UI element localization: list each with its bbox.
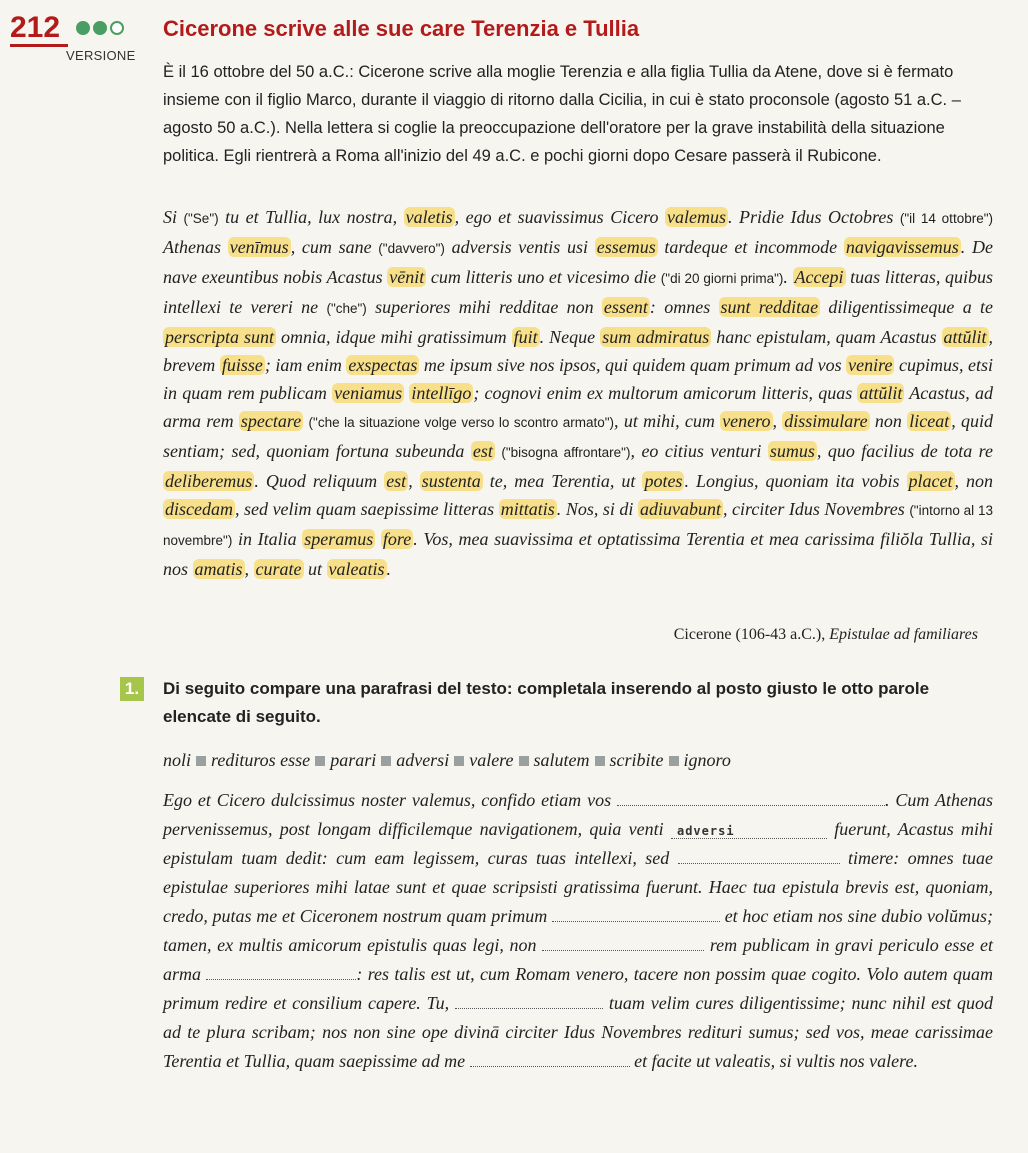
highlighted-verb: curate: [255, 559, 302, 579]
word-bank-item: valere: [469, 750, 514, 770]
paraphrase-text: [163, 786, 993, 1076]
gloss: ("Se"): [183, 211, 219, 226]
latin-segment: .: [386, 559, 392, 579]
latin-segment: Acastus, ad arma rem: [163, 383, 993, 431]
latin-segment: Athenas: [163, 237, 228, 257]
word-separator-icon: [669, 756, 679, 766]
paraphrase-segment: fuerunt, Acastus mihi epistulam tuam dedit: cum eam legissem, curas tuas intellexi, sed: [163, 819, 994, 868]
paraphrase-segment: tuam velim cures diligentissime; nunc nihil est quod ad te plura scribam; nos non sine ope divinā circiter Idus Novembres redituri sumus; sed vos, meae carissimae Terentia et Tullia, quam saepissime ad me: [163, 993, 994, 1071]
latin-segment: , quo facilius de tota re: [816, 441, 994, 461]
answer-blank-5[interactable]: [542, 934, 704, 951]
word-bank-item: scribite: [609, 750, 664, 770]
highlighted-verb: essent: [603, 297, 648, 317]
latin-segment: . De nave exeuntibus nobis Acastus: [163, 237, 993, 287]
highlighted-verb: sustenta: [421, 471, 481, 491]
highlighted-verb: venero: [722, 411, 771, 431]
highlighted-verb: sumus: [769, 441, 815, 461]
latin-segment: superiores mihi redditae non: [366, 297, 602, 317]
latin-segment: .: [783, 267, 793, 287]
word-bank-item: adversi: [396, 750, 450, 770]
difficulty-dot-filled: [93, 21, 107, 35]
attribution-work: Epistulae ad familiares: [829, 626, 978, 643]
latin-segment: , sed velim quam saepissime litteras: [234, 499, 499, 519]
highlighted-verb: venīmus: [229, 237, 289, 257]
word-bank-item: salutem: [533, 750, 590, 770]
difficulty-indicator: [76, 21, 124, 35]
highlighted-verb: valemus: [667, 207, 727, 227]
highlighted-verb: discedam: [165, 499, 233, 519]
highlighted-verb: attŭlit: [943, 327, 987, 347]
attribution-author: Cicerone (106-43 a.C.),: [673, 626, 826, 643]
word-bank-item: noli: [163, 750, 192, 770]
answer-blank-1[interactable]: [617, 789, 885, 806]
latin-segment: . Neque: [539, 327, 601, 347]
word-separator-icon: [315, 756, 325, 766]
source-attribution: [674, 626, 978, 644]
gloss: ("di 20 giorni prima"): [660, 271, 784, 286]
highlighted-verb: fuit: [513, 327, 538, 347]
answer-blank-3[interactable]: [678, 847, 840, 864]
gloss: ("bisogna affrontare"): [501, 445, 631, 460]
word-separator-icon: [595, 756, 605, 766]
latin-segment: , eo citius venturi: [630, 441, 768, 461]
paraphrase-segment: rem publicam in gravi periculo esse et arma: [163, 935, 994, 984]
difficulty-dot-filled: [76, 21, 90, 35]
highlighted-verb: sunt redditae: [720, 297, 819, 317]
latin-text: [163, 203, 993, 583]
answer-blank-7[interactable]: [455, 992, 603, 1009]
highlighted-verb: liceat: [909, 411, 950, 431]
latin-segment: te, mea Terentia, ut: [482, 471, 643, 491]
highlighted-verb: attŭlit: [859, 383, 903, 403]
highlighted-verb: intellīgo: [411, 383, 472, 403]
latin-segment: Si: [163, 207, 184, 227]
latin-segment: in Italia: [232, 529, 303, 549]
paraphrase-segment: . Cum Athenas pervenissemus, post longam difficilemque navigationem, quia venti: [163, 790, 994, 839]
latin-segment: : omnes: [649, 297, 719, 317]
latin-segment: ,: [244, 559, 254, 579]
highlighted-verb: mittatis: [500, 499, 555, 519]
question-text: Di seguito compare una parafrasi del testo: completala inserendo al posto giusto le otto parole elencate di seguito.: [163, 679, 930, 726]
highlighted-verb: sum admiratus: [602, 327, 710, 347]
highlighted-verb: fuisse: [221, 355, 263, 375]
answer-blank-8[interactable]: [470, 1050, 630, 1067]
highlighted-verb: est: [472, 441, 493, 461]
exercise-title: Cicerone scrive alle sue care Terenzia e Tullia: [163, 16, 640, 41]
latin-segment: . Pridie Idus Octobres: [728, 207, 900, 227]
word-separator-icon: [454, 756, 464, 766]
latin-segment: . Longius, quoniam ita vobis: [684, 471, 907, 491]
latin-segment: , circiter Idus Novembres: [722, 499, 910, 519]
highlighted-verb: perscripta sunt: [165, 327, 275, 347]
exercise-number: 212: [10, 11, 61, 44]
highlighted-verb: veniamus: [334, 383, 403, 403]
latin-segment: adversis ventis usi: [444, 237, 595, 257]
latin-segment: tu et Tullia, lux nostra,: [218, 207, 404, 227]
latin-segment: cum litteris uno et vicesimo die: [426, 267, 661, 287]
highlighted-verb: adiuvabunt: [639, 499, 721, 519]
highlighted-verb: speramus: [304, 529, 374, 549]
highlighted-verb: valetis: [405, 207, 453, 227]
exercise-type-label: VERSIONE: [66, 48, 136, 63]
latin-segment: diligentissimeque a te: [820, 297, 993, 317]
answer-blank-4[interactable]: [552, 905, 720, 922]
paraphrase-segment: timere: omnes tuae epistulae superiores mihi latae sunt et quae scripsisti gratissima fuerunt. Haec tua epistula brevis est, quoniam, credo, putas me et Ciceronem nostrum quam primum: [163, 848, 994, 926]
gloss: ("il 14 ottobre"): [899, 211, 993, 226]
paraphrase-segment: Ego et Cicero dulcissimus noster valemus, confido etiam vos: [163, 790, 612, 810]
paraphrase-segment: et facite ut valeatis, si vultis nos valere.: [634, 1051, 918, 1071]
paraphrase-segment: et hoc etiam nos sine dubio volŭmus; tamen, ex multis amicorum epistulis quas legi, non: [163, 906, 994, 955]
intro-paragraph: È il 16 ottobre del 50 a.C.: Cicerone scrive alla moglie Terenzia e alla figlia Tullia da Atene, dove si è fermato insieme con il figlio Marco, durante il viaggio di ritorno dalla Cicilia, in cui è stato proconsole (agosto 51 a.C. – agosto 50 a.C.). Nella lettera si coglie la preoccupazione dell'oratore per la grave instabilità della situazione politica. Egli rientrerà a Roma all'inizio del 49 a.C. e pochi giorni dopo Cesare passerà il Rubicone.: [163, 63, 961, 165]
difficulty-dot-empty: [110, 21, 124, 35]
latin-segment: , brevem: [163, 327, 994, 375]
question-number-badge: 1.: [120, 677, 144, 701]
word-bank: [163, 746, 731, 774]
word-bank-item: parari: [330, 750, 377, 770]
gloss: ("che la situazione volge verso lo scontro armato"): [308, 415, 615, 430]
highlighted-verb: Accepi: [794, 267, 844, 287]
latin-segment: . Quod reliquum: [254, 471, 385, 491]
highlighted-verb: placet: [908, 471, 953, 491]
latin-segment: me ipsum sive nos ipsos, qui quidem quam primum ad vos: [419, 355, 847, 375]
latin-segment: non: [869, 411, 908, 431]
highlighted-verb: vēnit: [389, 267, 425, 287]
latin-segment: cupimus, etsi in quam rem publicam: [163, 355, 993, 403]
latin-segment: tardeque et incommode: [657, 237, 844, 257]
highlighted-verb: deliberemus: [165, 471, 253, 491]
highlighted-verb: amatis: [194, 559, 243, 579]
gloss: ("davvero"): [378, 241, 445, 256]
word-separator-icon: [196, 756, 206, 766]
exercise-number-underline: [10, 44, 68, 47]
highlighted-verb: venire: [848, 355, 893, 375]
highlighted-verb: dissimulare: [784, 411, 868, 431]
word-separator-icon: [519, 756, 529, 766]
answer-blank-2-filled[interactable]: adversi: [671, 824, 827, 839]
latin-segment: , cum sane: [290, 237, 379, 257]
word-separator-icon: [381, 756, 391, 766]
latin-segment: ,: [408, 471, 420, 491]
highlighted-verb: potes: [644, 471, 683, 491]
latin-segment: tuas litteras, quibus intellexi te vereri ne: [163, 267, 993, 317]
latin-segment: , quid sentiam; sed, quoniam fortuna subeunda: [163, 411, 993, 461]
latin-segment: , non: [954, 471, 994, 491]
highlighted-verb: fore: [382, 529, 412, 549]
latin-segment: omnia, idque mihi gratissimum: [276, 327, 512, 347]
highlighted-verb: valeatis: [328, 559, 385, 579]
highlighted-verb: essemus: [596, 237, 656, 257]
latin-segment: ut: [303, 559, 327, 579]
latin-segment: ; iam enim: [264, 355, 347, 375]
latin-segment: , ego et suavissimus Cicero: [454, 207, 666, 227]
latin-segment: ; cognovi enim ex multorum amicorum litteris, quas: [473, 383, 858, 403]
latin-segment: ,: [772, 411, 783, 431]
answer-blank-6[interactable]: [206, 963, 356, 980]
latin-segment: , ut mihi, cum: [614, 411, 721, 431]
highlighted-verb: est: [386, 471, 407, 491]
highlighted-verb: exspectas: [348, 355, 418, 375]
highlighted-verb: spectare: [240, 411, 302, 431]
latin-segment: . Vos, mea suavissima et optatissima Terentia et mea carissima filiŏla Tullia, si nos: [163, 529, 994, 579]
gloss: ("che"): [326, 301, 367, 316]
latin-segment: hanc epistulam, quam Acastus: [711, 327, 942, 347]
gloss: ("intorno al 13 novembre"): [163, 503, 993, 548]
word-bank-item: ignoro: [683, 750, 731, 770]
latin-segment: . Nos, si di: [556, 499, 638, 519]
highlighted-verb: navigavissemus: [845, 237, 959, 257]
word-bank-item: redituros esse: [211, 750, 311, 770]
paraphrase-segment: : res talis est ut, cum Romam venero, tacere non possim quae cogito. Volo autem quam primum redire et consilium capere. Tu,: [163, 964, 994, 1013]
